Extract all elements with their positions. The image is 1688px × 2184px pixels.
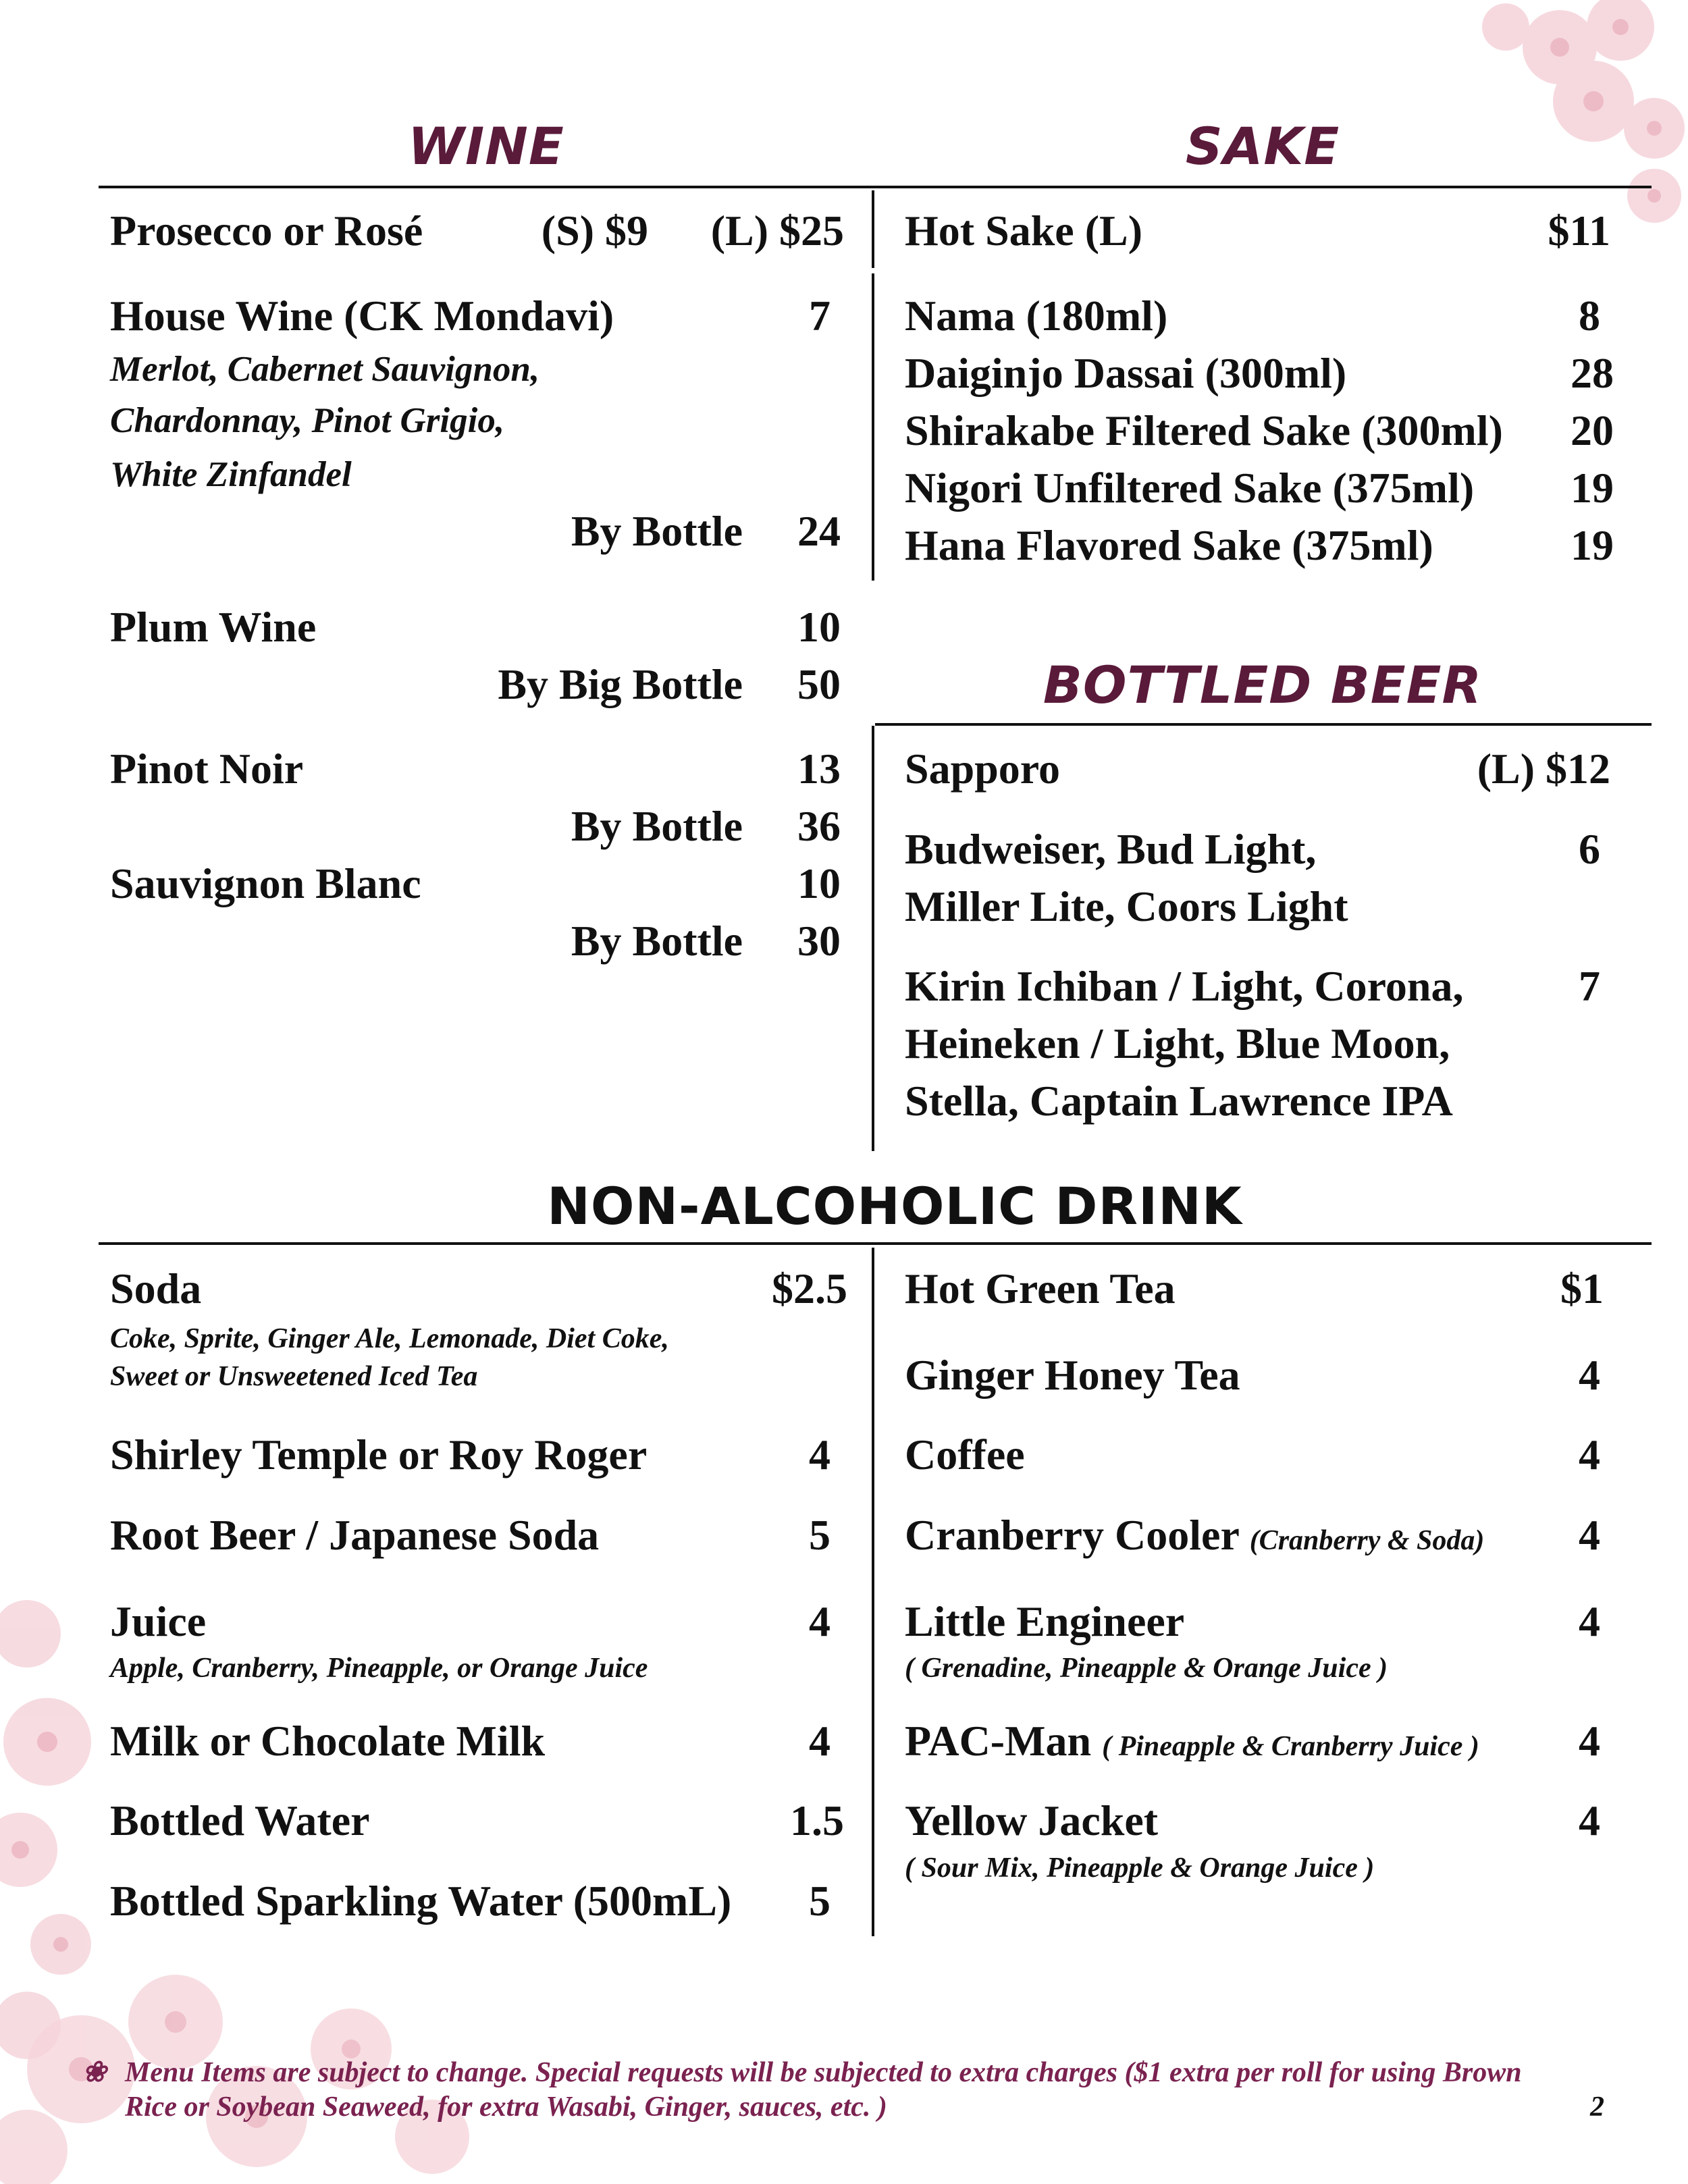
footer-flower-icon: ❀ [82, 2057, 107, 2088]
menu-item-price-small: (S) $9 [541, 207, 648, 255]
menu-item-price: 19 [1571, 464, 1614, 512]
menu-item-price: 10 [797, 859, 841, 907]
item-note: ( Grenadine, Pineapple & Orange Juice ) [905, 1653, 1388, 1684]
menu-item-price: 4 [809, 1717, 830, 1765]
menu-item-name: Sapporo [905, 745, 1061, 793]
menu-item-price: 6 [1579, 825, 1600, 873]
wine-varietal-line: Merlot, Cabernet Sauvignon, [110, 350, 540, 389]
menu-item-name: Root Beer / Japanese Soda [110, 1511, 600, 1559]
wine-varietal-line: Chardonnay, Pinot Grigio, [110, 401, 505, 440]
menu-item-name: Pinot Noir [110, 745, 304, 793]
menu-item-price: (L) $12 [1477, 745, 1610, 793]
item-inline-note: (Cranberry & Soda) [1249, 1525, 1485, 1556]
page-number: 2 [1590, 2092, 1604, 2123]
menu-item-price: $11 [1548, 207, 1610, 255]
menu-item-price: 4 [1579, 1431, 1600, 1479]
wine-varietal-line: White Zinfandel [110, 455, 352, 494]
menu-item-price: 4 [809, 1597, 830, 1645]
wine-column-divider-3 [872, 726, 874, 1151]
wine-column-divider [872, 190, 874, 268]
menu-item-price-large: (L) $25 [710, 207, 844, 255]
menu-item-name: Nigori Unfiltered Sake (375ml) [905, 464, 1475, 512]
menu-item-name: Daiginjo Dassai (300ml) [905, 349, 1347, 397]
menu-item-name: Shirley Temple or Roy Roger [110, 1431, 648, 1479]
bottled-beer-heading: BOTTLED BEER [1043, 655, 1483, 715]
non-alcoholic-divider [99, 1242, 1652, 1245]
menu-item-price: 5 [809, 1511, 830, 1559]
menu-item-name: Milk or Chocolate Milk [110, 1717, 546, 1765]
menu-item-name: Little Engineer [905, 1597, 1185, 1645]
bottle-label: By Bottle [571, 917, 743, 965]
menu-item-name: Shirakabe Filtered Sake (300ml) [905, 406, 1503, 454]
footer-note-line-1: Menu Items are subject to change. Special requests will be subjected to extra charges ($1 extra per roll for using Brown [125, 2057, 1522, 2088]
menu-item-price: 4 [1579, 1597, 1600, 1645]
menu-item-price: 5 [809, 1877, 830, 1925]
bottle-price: 50 [797, 660, 841, 708]
non-alcoholic-column-divider [872, 1248, 874, 1936]
menu-item-price: 19 [1571, 521, 1614, 569]
menu-item-name: Stella, Captain Lawrence IPA [905, 1077, 1453, 1125]
menu-item-name: Hot Green Tea [905, 1264, 1176, 1312]
beer-divider [875, 723, 1652, 726]
menu-item-price: 7 [1579, 962, 1600, 1010]
menu-item-name: Ginger Honey Tea [905, 1351, 1240, 1399]
menu-item-price: 4 [1579, 1351, 1600, 1399]
item-note: Sweet or Unsweetened Iced Tea [110, 1361, 478, 1392]
menu-item-name: Plum Wine [110, 603, 317, 651]
menu-item-price: 8 [1579, 292, 1600, 340]
bottle-label: By Big Bottle [498, 660, 743, 708]
menu-item-price: 4 [809, 1431, 830, 1479]
menu-item-price: 4 [1579, 1796, 1600, 1844]
non-alcoholic-heading: NON-ALCOHOLIC DRINK [547, 1176, 1242, 1236]
menu-item-price: 13 [797, 745, 841, 793]
menu-item-name: Bottled Sparkling Water (500mL) [110, 1877, 732, 1925]
menu-item-name: Miller Lite, Coors Light [905, 882, 1348, 930]
menu-item-name: Hot Sake (L) [905, 207, 1142, 255]
bottle-label: By Bottle [571, 507, 743, 555]
menu-item-price: 28 [1571, 349, 1614, 397]
menu-item-name-text: PAC-Man [905, 1717, 1092, 1765]
wine-sake-divider [99, 186, 1652, 188]
menu-item-name: Sauvignon Blanc [110, 859, 421, 907]
bottle-price: 36 [797, 802, 841, 850]
menu-item-price: 10 [797, 603, 841, 651]
menu-item-name: Coffee [905, 1431, 1025, 1479]
menu-item-name: Juice [110, 1597, 207, 1645]
item-note: ( Sour Mix, Pineapple & Orange Juice ) [905, 1853, 1375, 1884]
menu-item-name: Prosecco or Rosé [110, 207, 423, 255]
menu-item-price: $1 [1560, 1264, 1604, 1312]
menu-item-name: Hana Flavored Sake (375ml) [905, 521, 1433, 569]
sake-heading: SAKE [1185, 116, 1340, 176]
menu-item-name [905, 1717, 1479, 1765]
menu-item-name: Kirin Ichiban / Light, Corona, [905, 962, 1464, 1010]
menu-item-name: Budweiser, Bud Light, [905, 825, 1317, 873]
menu-item-name: Nama (180ml) [905, 292, 1168, 340]
footer-note-line-2: Rice or Soybean Seaweed, for extra Wasabi, Ginger, sauces, etc. ) [125, 2092, 887, 2123]
menu-item-name: Heineken / Light, Blue Moon, [905, 1019, 1450, 1067]
wine-column-divider-2 [872, 273, 874, 581]
menu-item-name: House Wine (CK Mondavi) [110, 292, 614, 340]
menu-item-price: 4 [1579, 1511, 1600, 1559]
item-inline-note: ( Pineapple & Cranberry Juice ) [1102, 1731, 1479, 1762]
menu-item-price: 4 [1579, 1717, 1600, 1765]
menu-item-name-text: Cranberry Cooler [905, 1511, 1239, 1559]
bottle-price: 24 [797, 507, 841, 555]
menu-item-price: 20 [1571, 406, 1614, 454]
menu-item-name [905, 1511, 1485, 1559]
menu-item-price: 7 [809, 292, 830, 340]
bottle-price: 30 [797, 917, 841, 965]
menu-item-price: $2.5 [772, 1264, 847, 1312]
wine-heading: WINE [408, 116, 564, 176]
item-note: Coke, Sprite, Ginger Ale, Lemonade, Diet Coke, [110, 1323, 669, 1354]
menu-item-name: Soda [110, 1264, 202, 1312]
menu-item-name: Yellow Jacket [905, 1796, 1159, 1844]
bottle-label: By Bottle [571, 802, 743, 850]
menu-item-price: 1.5 [790, 1796, 844, 1844]
menu-item-name: Bottled Water [110, 1796, 370, 1844]
item-note: Apple, Cranberry, Pineapple, or Orange Juice [110, 1653, 648, 1684]
